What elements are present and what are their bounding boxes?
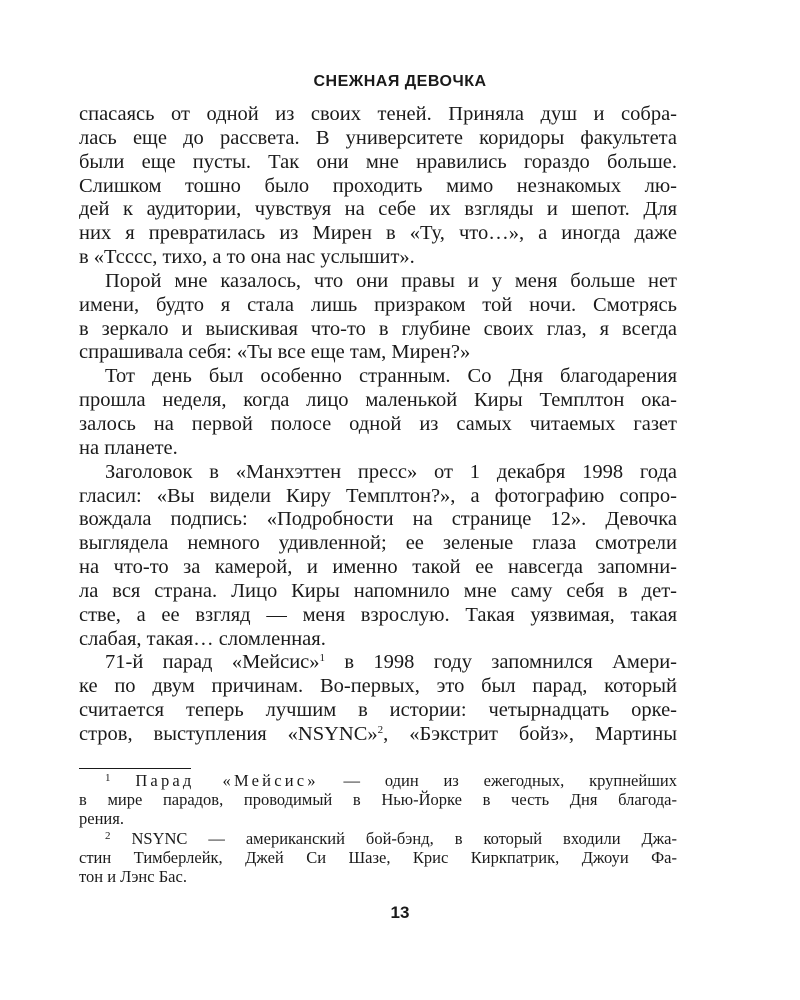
p4-line-1: Заголовок в «Манхэттен пресс» от 1 декабря 1998 года	[105, 460, 677, 483]
footnote-ref-2: 2	[377, 723, 384, 736]
p5-line-4-end: , «Бэкстрит бойз», Мартины	[383, 722, 677, 745]
p4-line-2: гласил: «Вы видели Киру Темплтон?», а фотографию сопро-	[79, 484, 677, 507]
p4-line-3: вождала подпись: «Подробности на странице 12». Девочка	[79, 508, 677, 531]
p4-line-6: ла вся страна. Лицо Киры напомнило мне саму себя в дет-	[79, 579, 677, 602]
p2-line-1: Порой мне казалось, что они правы и у меня больше нет	[105, 269, 677, 292]
p1-line-6: них я превратилась из Мирен в «Ту, что…», а иногда даже	[79, 222, 677, 245]
p1-line-2: лась еще до рассвета. В университете коридоры факультета	[79, 126, 677, 149]
footnote-2-line-3: тон и Лэнс Бас.	[79, 866, 187, 886]
footnote-divider	[79, 768, 191, 769]
footnotes	[79, 771, 677, 886]
p3-line-1: Тот день был особенно странным. Со Дня благодарения	[105, 365, 677, 388]
footnote-ref-1: 1	[319, 652, 326, 665]
footnote-2-text: NSYNC — американский бой-бэнд, в который входили Джа-	[110, 828, 677, 848]
p3-line-4: на планете.	[79, 436, 178, 459]
p2-line-3: в зеркало и выискивая что-то в глубине своих глаз, я всегда	[79, 317, 677, 340]
footnote-2-line-1	[79, 829, 677, 848]
p5-line-4	[79, 723, 677, 747]
p3-line-3: залось на первой полосе одной из самых читаемых газет	[79, 412, 677, 435]
p5-line-1-end: в 1998 году запомнился Амери-	[325, 651, 677, 674]
p5-line-1-start: 71-й парад «Мейсис»	[105, 651, 320, 674]
footnote-1-term: Парад «Мейсис»	[135, 771, 319, 790]
p2-line-4: спрашивала себя: «Ты все еще там, Мирен?»	[79, 341, 471, 364]
p1-line-4: Слишком тошно было проходить мимо незнакомых лю-	[79, 174, 677, 197]
body-text	[79, 103, 677, 747]
p1-line-7: в «Тсссс, тихо, а то она нас услышит».	[79, 246, 415, 269]
p5-line-1	[79, 651, 677, 675]
footnote-2-line-2: стин Тимберлейк, Джей Си Шазе, Крис Киркпатрик, Джоуи Фа-	[79, 847, 677, 867]
p5-line-2: ке по двум причинам. Во-первых, это был парад, который	[79, 675, 677, 698]
p5-line-4-start: стров, выступления «NSYNC»	[79, 722, 378, 745]
footnote-1-line-1	[79, 771, 677, 790]
footnote-1-mark: 1	[105, 772, 111, 784]
p4-line-4: выглядела немного удивленной; ее зеленые глаза смотрели	[79, 532, 677, 555]
p4-line-8: слабая, такая… сломленная.	[79, 627, 326, 650]
p2-line-2: имени, будто я стала лишь призраком той ночи. Смотрясь	[79, 293, 677, 316]
running-title: СНЕЖНАЯ ДЕВОЧКА	[313, 73, 487, 90]
page-number: 13	[390, 903, 410, 922]
p1-line-5: дей к аудитории, чувствуя на себе их взгляды и шепот. Для	[79, 198, 677, 221]
p5-line-3: считается теперь лучшим в истории: четырнадцать орке-	[79, 699, 677, 722]
p4-line-7: стве, а ее взгляд — меня взрослую. Такая уязвимая, такая	[79, 603, 677, 626]
footnote-1-line-3: рения.	[79, 809, 124, 829]
p4-line-5: на что-то за камерой, и именно такой ее навсегда запомни-	[79, 556, 677, 579]
footnote-1-line-2: в мире парадов, проводимый в Нью-Йорке в честь Дня благода-	[79, 790, 677, 810]
footnote-1-text: — один из ежегодных, крупнейших	[318, 771, 677, 790]
p3-line-2: прошла неделя, когда лицо маленькой Киры Темплтон ока-	[79, 389, 677, 412]
p1-line-3: были еще пусты. Так они мне нравились гораздо больше.	[79, 150, 677, 173]
p1-line-1: спасаясь от одной из своих теней. Приняла душ и собра-	[79, 103, 677, 125]
footnote-2-mark: 2	[105, 829, 111, 842]
